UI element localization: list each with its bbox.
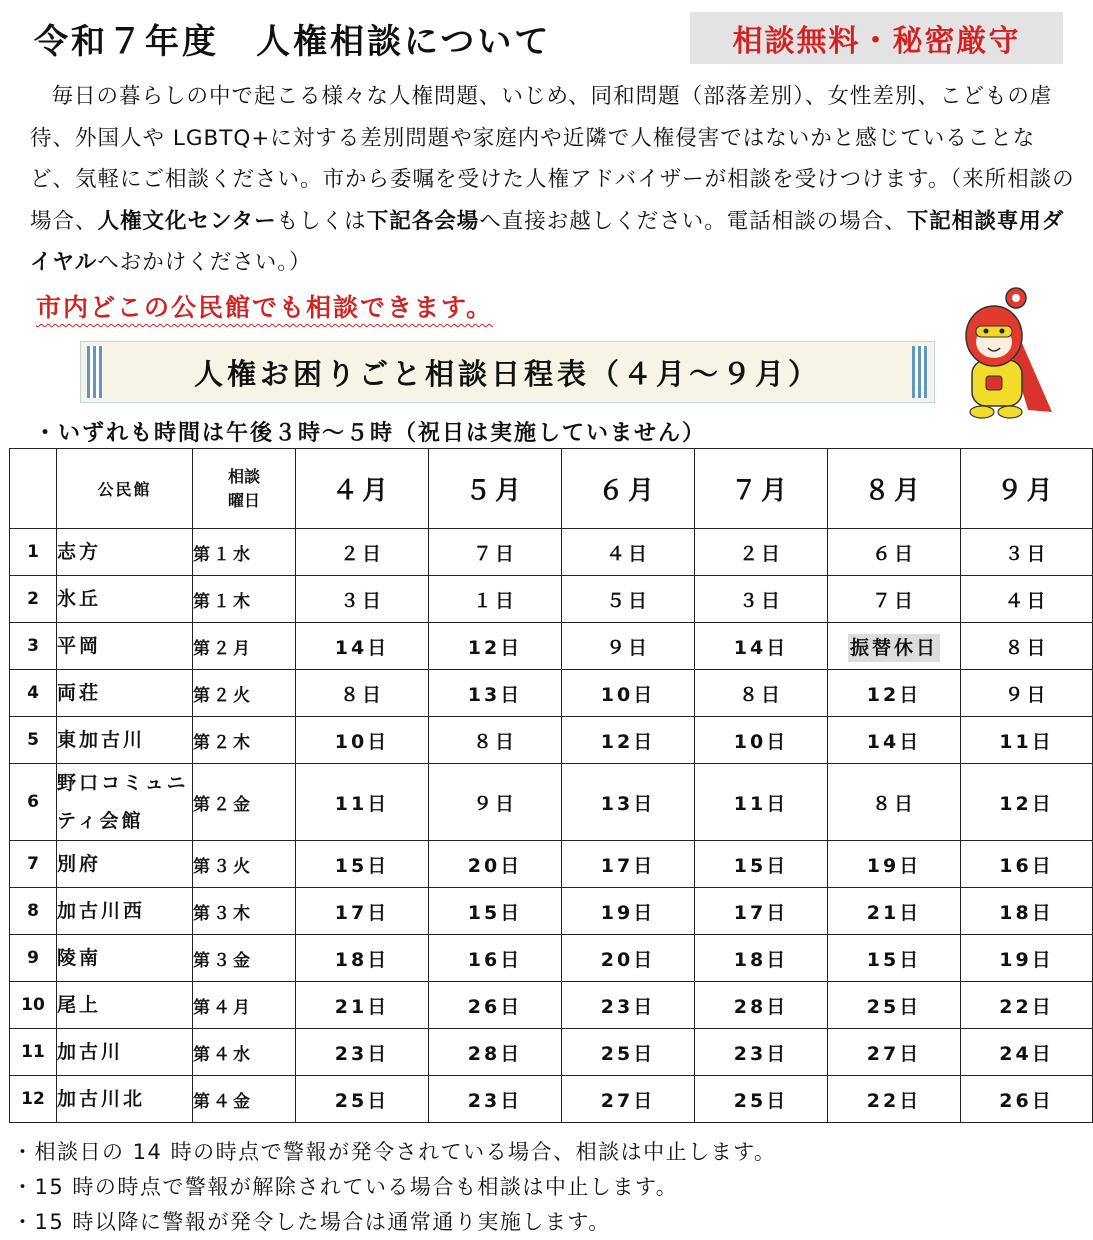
hall-name: 平岡: [57, 623, 193, 670]
date-cell: 11日: [695, 764, 828, 841]
row-number: 12: [10, 1076, 57, 1123]
date-cell: ６日: [828, 529, 961, 576]
table-row: [10, 841, 1093, 888]
hall-header: 公民館: [57, 449, 193, 529]
date-cell: 21日: [296, 982, 429, 1029]
date-cell: ８日: [961, 623, 1093, 670]
row-number: 10: [10, 982, 57, 1029]
date-cell: 14日: [296, 623, 429, 670]
table-row: [10, 1076, 1093, 1123]
date-cell: 11日: [296, 764, 429, 841]
intro-phone-suffix: へおかけください。）: [97, 250, 312, 275]
date-cell: 14日: [828, 717, 961, 764]
date-cell: 13日: [562, 764, 695, 841]
date-cell: 25日: [828, 982, 961, 1029]
intro-or: もしくは: [276, 208, 367, 234]
date-cell: 15日: [695, 841, 828, 888]
consult-day: 第１木: [193, 576, 296, 623]
table-row: [10, 623, 1093, 670]
date-cell: ３日: [695, 576, 828, 623]
date-cell: 17日: [695, 888, 828, 935]
date-cell: 19日: [828, 841, 961, 888]
mascot-illustration: [958, 284, 1058, 424]
hall-name: 陵南: [57, 935, 193, 982]
date-cell-holiday: [828, 623, 961, 670]
consult-day: 第２金: [193, 764, 296, 841]
hall-name: 加古川西: [57, 888, 193, 935]
hall-name: 志方: [57, 529, 193, 576]
consult-day: 第４金: [193, 1076, 296, 1123]
substitute-holiday-label: 振替休日: [848, 634, 940, 662]
date-cell: 15日: [828, 935, 961, 982]
row-number: 4: [10, 670, 57, 717]
date-cell: 11日: [961, 717, 1093, 764]
hall-name: 東加古川: [57, 717, 193, 764]
date-cell: ３日: [961, 529, 1093, 576]
schedule-table: [9, 448, 1093, 1123]
footer-note: ・相談日の 14 時の時点で警報が発令されている場合、相談は中止します。: [12, 1140, 777, 1164]
table-row: [10, 670, 1093, 717]
date-cell: 20日: [429, 841, 562, 888]
date-cell: 19日: [562, 888, 695, 935]
date-cell: 17日: [562, 841, 695, 888]
date-cell: 12日: [429, 623, 562, 670]
date-cell: 10日: [296, 717, 429, 764]
date-cell: ９日: [961, 670, 1093, 717]
date-cell: 10日: [695, 717, 828, 764]
free-confidential-badge: 相談無料・秘密厳守: [690, 12, 1063, 64]
row-number: 9: [10, 935, 57, 982]
date-cell: 26日: [961, 1076, 1093, 1123]
hall-name: 両荘: [57, 670, 193, 717]
date-cell: ２日: [695, 529, 828, 576]
row-number: 1: [10, 529, 57, 576]
intro-center-name: 人権文化センター: [97, 208, 277, 234]
table-row: [10, 1029, 1093, 1076]
intro-venues: 下記各会場: [366, 208, 480, 234]
footer-notes: [12, 1135, 776, 1240]
date-cell: ８日: [296, 670, 429, 717]
date-cell: 21日: [828, 888, 961, 935]
date-cell: ２日: [296, 529, 429, 576]
consult-day: 第３木: [193, 888, 296, 935]
month-header: ５月: [429, 449, 562, 529]
date-cell: ７日: [828, 576, 961, 623]
time-note: ・いずれも時間は午後３時～５時（祝日は実施していません）: [34, 421, 707, 446]
date-cell: ８日: [695, 670, 828, 717]
day-header-line2: 曜日: [227, 490, 260, 510]
date-cell: 25日: [562, 1029, 695, 1076]
date-cell: 25日: [296, 1076, 429, 1123]
date-cell: 28日: [695, 982, 828, 1029]
row-number: 3: [10, 623, 57, 670]
intro-visit-prefix: （来所相談の場合、: [30, 167, 1075, 234]
date-cell: 22日: [961, 982, 1093, 1029]
date-cell: ４日: [961, 576, 1093, 623]
row-number: 7: [10, 841, 57, 888]
date-cell: 16日: [961, 841, 1093, 888]
date-cell: ５日: [562, 576, 695, 623]
consult-day: 第２木: [193, 717, 296, 764]
date-cell: 18日: [961, 888, 1093, 935]
date-cell: 27日: [828, 1029, 961, 1076]
date-cell: 19日: [961, 935, 1093, 982]
date-cell: 23日: [429, 1076, 562, 1123]
day-header: [193, 449, 296, 529]
month-header: ９月: [961, 449, 1093, 529]
date-cell: 27日: [562, 1076, 695, 1123]
date-cell: 22日: [828, 1076, 961, 1123]
footer-note: ・15 時の時点で警報が解除されている場合も相談は中止します。: [12, 1175, 679, 1199]
hall-name: 加古川北: [57, 1076, 193, 1123]
date-cell: 12日: [961, 764, 1093, 841]
date-cell: 26日: [429, 982, 562, 1029]
hall-name: 別府: [57, 841, 193, 888]
date-cell: 24日: [961, 1029, 1093, 1076]
date-cell: ３日: [296, 576, 429, 623]
date-cell: 13日: [429, 670, 562, 717]
date-cell: 12日: [828, 670, 961, 717]
table-row: [10, 888, 1093, 935]
row-number: 2: [10, 576, 57, 623]
intro-paragraph: [30, 76, 1075, 284]
date-cell: 25日: [695, 1076, 828, 1123]
schedule-banner: [80, 341, 935, 403]
date-cell: 15日: [429, 888, 562, 935]
date-cell: 14日: [695, 623, 828, 670]
intro-text: [30, 76, 1075, 284]
table-row: [10, 935, 1093, 982]
month-header: ４月: [296, 449, 429, 529]
date-cell: ９日: [562, 623, 695, 670]
date-cell: １日: [429, 576, 562, 623]
consult-day: 第２月: [193, 623, 296, 670]
month-header: ７月: [695, 449, 828, 529]
any-hall-notice: 市内どこの公民館でも相談できます。: [36, 293, 494, 322]
schedule-title: 人権お困りごと相談日程表（４月～９月）: [193, 356, 821, 391]
hall-name: 氷丘: [57, 576, 193, 623]
month-header: ８月: [828, 449, 961, 529]
consult-day: 第２火: [193, 670, 296, 717]
number-header: [10, 449, 57, 529]
date-cell: 16日: [429, 935, 562, 982]
date-cell: 23日: [695, 1029, 828, 1076]
date-cell: 28日: [429, 1029, 562, 1076]
table-row: [10, 529, 1093, 576]
consult-day: 第１水: [193, 529, 296, 576]
hall-name: 野口コミュニティ会館: [57, 764, 193, 841]
page-title: 令和７年度 人権相談について: [34, 22, 552, 62]
footer-note: ・15 時以降に警報が発令した場合は通常通り実施します。: [12, 1210, 611, 1234]
table-row: [10, 982, 1093, 1029]
row-number: 11: [10, 1029, 57, 1076]
intro-dial-name: 下記相談専用ダイヤル: [30, 208, 1065, 275]
table-row: [10, 764, 1093, 841]
row-number: 8: [10, 888, 57, 935]
date-cell: 23日: [562, 982, 695, 1029]
date-cell: 10日: [562, 670, 695, 717]
consult-day: 第４月: [193, 982, 296, 1029]
consult-day: 第３火: [193, 841, 296, 888]
intro-main-text: 毎日の暮らしの中で起こる様々な人権問題、いじめ、同和問題（部落差別）、女性差別、こどもの虐待、外国人や LGBTQ+に対する差別問題や家庭内や近隣で人権侵害ではないかと感じていることなど、気軽にご相談ください。市から委嘱を受けた人権アドバイザーが相談を受けつけます。: [30, 84, 1053, 192]
date-cell: 15日: [296, 841, 429, 888]
hall-name: 尾上: [57, 982, 193, 1029]
date-cell: ４日: [562, 529, 695, 576]
row-number: 5: [10, 717, 57, 764]
date-cell: ８日: [429, 717, 562, 764]
date-cell: 18日: [296, 935, 429, 982]
date-cell: ７日: [429, 529, 562, 576]
hall-name: 加古川: [57, 1029, 193, 1076]
consult-day: 第３金: [193, 935, 296, 982]
table-header-row: [10, 449, 1093, 529]
date-cell: ９日: [429, 764, 562, 841]
intro-phone-prefix: へ直接お越しください。電話相談の場合、: [479, 208, 907, 234]
date-cell: 23日: [296, 1029, 429, 1076]
day-header-line1: 相談: [227, 466, 260, 486]
month-header: ６月: [562, 449, 695, 529]
date-cell: 18日: [695, 935, 828, 982]
table-row: [10, 717, 1093, 764]
date-cell: 12日: [562, 717, 695, 764]
table-row: [10, 576, 1093, 623]
date-cell: ８日: [828, 764, 961, 841]
consult-day: 第４水: [193, 1029, 296, 1076]
date-cell: 17日: [296, 888, 429, 935]
row-number: 6: [10, 764, 57, 841]
date-cell: 20日: [562, 935, 695, 982]
